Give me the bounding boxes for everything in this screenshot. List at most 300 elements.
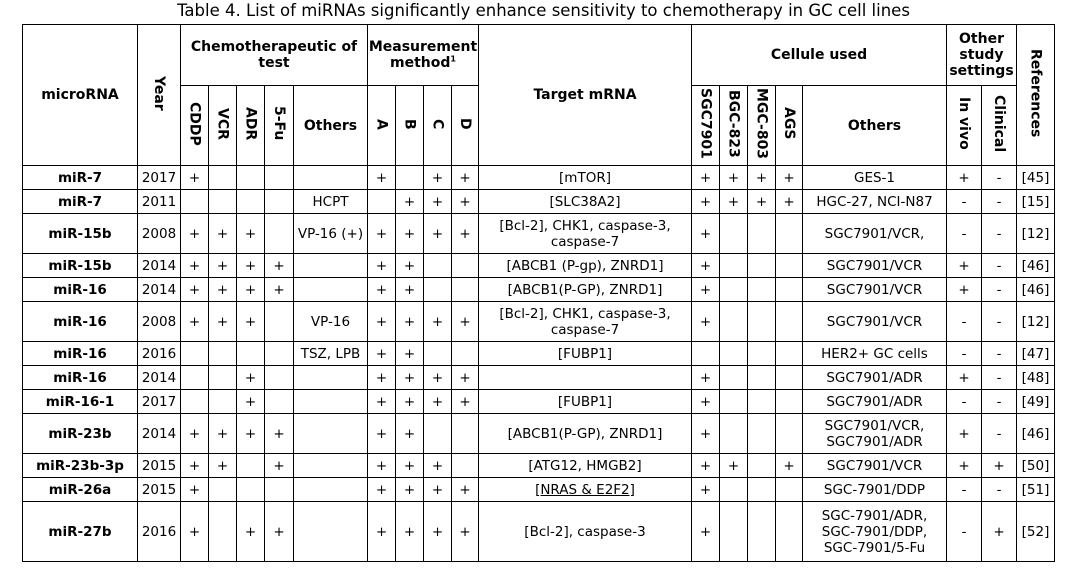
sgc7901-cell: +: [692, 454, 720, 478]
mirna-cell: miR-16: [23, 302, 138, 342]
target-mrna-cell: [479, 366, 692, 390]
ags-cell: +: [776, 454, 803, 478]
reference-cell: [45]: [1017, 166, 1055, 190]
method-c-cell: +: [424, 478, 452, 502]
chemo-others-cell: [294, 278, 368, 302]
clinical-cell: -: [982, 254, 1017, 278]
col-header-cell-others: Others: [803, 86, 947, 166]
method-b-cell: [396, 166, 424, 190]
ags-cell: [776, 214, 803, 254]
clinical-cell: -: [982, 278, 1017, 302]
vcr-cell: +: [209, 454, 237, 478]
col-header-chemo-others: Others: [294, 86, 368, 166]
col-group-other-settings: Other study settings: [947, 25, 1017, 86]
in-vivo-cell: +: [947, 366, 982, 390]
method-a-cell: +: [368, 366, 396, 390]
method-a-cell: +: [368, 478, 396, 502]
reference-cell: [15]: [1017, 190, 1055, 214]
reference-cell: [46]: [1017, 254, 1055, 278]
cell-others-cell: HGC-27, NCI-N87: [803, 190, 947, 214]
method-b-cell: +: [396, 366, 424, 390]
bgc823-cell: [720, 390, 748, 414]
5fu-cell: +: [265, 454, 294, 478]
col-header-5fu: 5-Fu: [265, 86, 294, 166]
5fu-cell: [265, 190, 294, 214]
clinical-cell: -: [982, 214, 1017, 254]
col-header-mgc803: MGC-803: [748, 86, 776, 166]
ags-cell: [776, 502, 803, 562]
chemo-others-cell: [294, 502, 368, 562]
chemo-others-cell: TSZ, LPB: [294, 342, 368, 366]
cddp-cell: +: [181, 454, 209, 478]
bgc823-cell: [720, 278, 748, 302]
method-d-cell: +: [452, 366, 479, 390]
vcr-cell: [209, 166, 237, 190]
bgc823-cell: +: [720, 166, 748, 190]
cddp-cell: +: [181, 254, 209, 278]
year-cell: 2016: [138, 342, 181, 366]
method-b-cell: +: [396, 278, 424, 302]
in-vivo-cell: +: [947, 254, 982, 278]
method-a-cell: +: [368, 342, 396, 366]
method-d-cell: +: [452, 302, 479, 342]
in-vivo-cell: -: [947, 214, 982, 254]
col-header-b: B: [396, 86, 424, 166]
chemo-others-cell: HCPT: [294, 190, 368, 214]
measurement-footnote: 1: [450, 54, 456, 64]
target-mrna-cell: [mTOR]: [479, 166, 692, 190]
mirna-cell: miR-7: [23, 166, 138, 190]
sgc7901-cell: +: [692, 214, 720, 254]
reference-cell: [52]: [1017, 502, 1055, 562]
target-mrna-cell: [SLC38A2]: [479, 190, 692, 214]
year-cell: 2014: [138, 366, 181, 390]
target-mrna-cell: [FUBP1]: [479, 390, 692, 414]
chemo-others-cell: [294, 414, 368, 454]
bgc823-cell: +: [720, 454, 748, 478]
in-vivo-cell: +: [947, 166, 982, 190]
in-vivo-cell: -: [947, 190, 982, 214]
mirna-cell: miR-16: [23, 342, 138, 366]
sgc7901-cell: +: [692, 166, 720, 190]
vcr-cell: +: [209, 278, 237, 302]
method-a-cell: +: [368, 302, 396, 342]
method-d-cell: +: [452, 502, 479, 562]
in-vivo-cell: +: [947, 454, 982, 478]
col-header-microrna: microRNA: [23, 25, 138, 166]
target-mrna-cell: [ABCB1(P-GP), ZNRD1]: [479, 278, 692, 302]
year-cell: 2017: [138, 166, 181, 190]
table-row: [23, 214, 1055, 254]
method-d-cell: [452, 342, 479, 366]
adr-cell: +: [237, 366, 265, 390]
vcr-cell: [209, 342, 237, 366]
col-header-year-label: Year: [151, 75, 167, 111]
col-group-chemotherapeutic: Chemotherapeutic of test: [181, 25, 368, 86]
mirna-cell: miR-16: [23, 366, 138, 390]
ags-cell: [776, 342, 803, 366]
method-a-cell: +: [368, 214, 396, 254]
method-a-cell: +: [368, 254, 396, 278]
bgc823-cell: [720, 414, 748, 454]
cddp-cell: [181, 342, 209, 366]
chemo-others-cell: [294, 254, 368, 278]
bgc823-cell: [720, 214, 748, 254]
cell-others-cell: SGC7901/VCR,: [803, 214, 947, 254]
method-c-cell: [424, 278, 452, 302]
in-vivo-cell: -: [947, 502, 982, 562]
sgc7901-cell: +: [692, 366, 720, 390]
chemo-others-cell: VP-16 (+): [294, 214, 368, 254]
method-d-cell: +: [452, 478, 479, 502]
method-c-cell: +: [424, 214, 452, 254]
mgc803-cell: [748, 390, 776, 414]
mgc803-cell: [748, 366, 776, 390]
method-a-cell: +: [368, 414, 396, 454]
sgc7901-cell: +: [692, 478, 720, 502]
col-header-vcr: VCR: [209, 86, 237, 166]
cddp-cell: [181, 190, 209, 214]
mgc803-cell: [748, 302, 776, 342]
method-d-cell: +: [452, 214, 479, 254]
clinical-cell: -: [982, 478, 1017, 502]
target-mrna-cell: [ABCB1(P-GP), ZNRD1]: [479, 414, 692, 454]
adr-cell: +: [237, 302, 265, 342]
clinical-cell: -: [982, 366, 1017, 390]
cddp-cell: +: [181, 478, 209, 502]
vcr-cell: +: [209, 302, 237, 342]
col-header-in-vivo: In vivo: [947, 86, 982, 166]
year-cell: 2008: [138, 214, 181, 254]
mirna-cell: miR-16-1: [23, 390, 138, 414]
target-mrna-cell: [ATG12, HMGB2]: [479, 454, 692, 478]
chemo-others-cell: [294, 166, 368, 190]
mirna-cell: miR-23b: [23, 414, 138, 454]
method-c-cell: +: [424, 502, 452, 562]
5fu-cell: [265, 166, 294, 190]
table-row: [23, 278, 1055, 302]
col-header-bgc823: BGC-823: [720, 86, 748, 166]
method-a-cell: +: [368, 166, 396, 190]
ags-cell: [776, 366, 803, 390]
ags-cell: +: [776, 166, 803, 190]
cddp-cell: [181, 390, 209, 414]
col-group-measurement: [368, 25, 479, 86]
sgc7901-cell: [692, 342, 720, 366]
cddp-cell: +: [181, 414, 209, 454]
sgc7901-cell: +: [692, 302, 720, 342]
reference-cell: [12]: [1017, 214, 1055, 254]
ags-cell: [776, 302, 803, 342]
5fu-cell: +: [265, 414, 294, 454]
year-cell: 2016: [138, 502, 181, 562]
method-b-cell: +: [396, 502, 424, 562]
col-header-d: D: [452, 86, 479, 166]
year-cell: 2008: [138, 302, 181, 342]
sgc7901-cell: +: [692, 254, 720, 278]
mirna-cell: miR-27b: [23, 502, 138, 562]
in-vivo-cell: -: [947, 478, 982, 502]
adr-cell: [237, 190, 265, 214]
5fu-cell: +: [265, 278, 294, 302]
adr-cell: +: [237, 502, 265, 562]
clinical-cell: -: [982, 414, 1017, 454]
vcr-cell: [209, 390, 237, 414]
method-a-cell: +: [368, 454, 396, 478]
col-header-target: Target mRNA: [479, 25, 692, 166]
method-b-cell: +: [396, 342, 424, 366]
year-cell: 2017: [138, 390, 181, 414]
table-row: [23, 390, 1055, 414]
col-header-references: [1017, 25, 1055, 166]
adr-cell: +: [237, 390, 265, 414]
vcr-cell: [209, 366, 237, 390]
reference-cell: [51]: [1017, 478, 1055, 502]
cddp-cell: +: [181, 502, 209, 562]
bgc823-cell: [720, 478, 748, 502]
5fu-cell: +: [265, 254, 294, 278]
col-header-clinical: Clinical: [982, 86, 1017, 166]
clinical-cell: -: [982, 390, 1017, 414]
cell-others-cell: SGC7901/VCR: [803, 254, 947, 278]
mgc803-cell: [748, 414, 776, 454]
in-vivo-cell: -: [947, 342, 982, 366]
mgc803-cell: [748, 478, 776, 502]
table-body: [23, 166, 1055, 562]
year-cell: 2015: [138, 478, 181, 502]
cell-others-cell: SGC7901/ADR: [803, 390, 947, 414]
method-d-cell: [452, 254, 479, 278]
table-caption: Table 4. List of miRNAs significantly enhance sensitivity to chemotherapy in GC cell lines: [177, 1, 910, 20]
5fu-cell: [265, 214, 294, 254]
5fu-cell: [265, 366, 294, 390]
in-vivo-cell: -: [947, 390, 982, 414]
cell-others-cell: GES-1: [803, 166, 947, 190]
target-mrna-cell: [NRAS & E2F2]: [479, 478, 692, 502]
target-mrna-cell: [ABCB1 (P-gp), ZNRD1]: [479, 254, 692, 278]
table-row: [23, 454, 1055, 478]
year-cell: 2014: [138, 278, 181, 302]
bgc823-cell: +: [720, 190, 748, 214]
col-header-cddp: CDDP: [181, 86, 209, 166]
mirna-cell: miR-15b: [23, 214, 138, 254]
5fu-cell: +: [265, 502, 294, 562]
in-vivo-cell: +: [947, 278, 982, 302]
year-cell: 2014: [138, 414, 181, 454]
method-a-cell: +: [368, 278, 396, 302]
method-c-cell: +: [424, 454, 452, 478]
chemo-others-cell: VP-16: [294, 302, 368, 342]
cddp-cell: +: [181, 278, 209, 302]
bgc823-cell: [720, 366, 748, 390]
method-c-cell: +: [424, 390, 452, 414]
bgc823-cell: [720, 502, 748, 562]
target-mrna-cell: [Bcl-2], CHK1, caspase-3, caspase-7: [479, 214, 692, 254]
clinical-cell: +: [982, 454, 1017, 478]
5fu-cell: [265, 342, 294, 366]
sgc7901-cell: +: [692, 278, 720, 302]
method-c-cell: +: [424, 190, 452, 214]
year-cell: 2014: [138, 254, 181, 278]
chemo-others-cell: [294, 478, 368, 502]
adr-cell: +: [237, 254, 265, 278]
method-a-cell: [368, 190, 396, 214]
ags-cell: [776, 478, 803, 502]
method-c-cell: [424, 254, 452, 278]
table-row: [23, 342, 1055, 366]
vcr-cell: [209, 478, 237, 502]
cell-others-cell: SGC7901/ADR: [803, 366, 947, 390]
method-b-cell: +: [396, 302, 424, 342]
mirna-table: [22, 24, 1055, 562]
method-b-cell: +: [396, 414, 424, 454]
col-header-c: C: [424, 86, 452, 166]
ags-cell: [776, 254, 803, 278]
sgc7901-cell: +: [692, 414, 720, 454]
reference-cell: [12]: [1017, 302, 1055, 342]
cell-others-cell: SGC7901/VCR, SGC7901/ADR: [803, 414, 947, 454]
measurement-label: Measurement method: [368, 39, 478, 71]
method-d-cell: +: [452, 390, 479, 414]
chemo-others-cell: [294, 390, 368, 414]
mirna-cell: miR-15b: [23, 254, 138, 278]
target-mrna-cell: [Bcl-2], CHK1, caspase-3, caspase-7: [479, 302, 692, 342]
reference-cell: [50]: [1017, 454, 1055, 478]
cell-others-cell: SGC-7901/DDP: [803, 478, 947, 502]
adr-cell: +: [237, 214, 265, 254]
mirna-cell: miR-26a: [23, 478, 138, 502]
method-b-cell: +: [396, 454, 424, 478]
cddp-cell: +: [181, 214, 209, 254]
cell-others-cell: HER2+ GC cells: [803, 342, 947, 366]
sgc7901-cell: +: [692, 390, 720, 414]
method-c-cell: [424, 414, 452, 454]
method-b-cell: +: [396, 478, 424, 502]
col-header-sgc7901: SGC7901: [692, 86, 720, 166]
adr-cell: [237, 342, 265, 366]
col-header-adr: ADR: [237, 86, 265, 166]
method-d-cell: [452, 278, 479, 302]
mirna-cell: miR-16: [23, 278, 138, 302]
adr-cell: [237, 454, 265, 478]
cell-others-cell: SGC-7901/ADR, SGC-7901/DDP, SGC-7901/5-Fu: [803, 502, 947, 562]
method-d-cell: [452, 414, 479, 454]
method-a-cell: +: [368, 502, 396, 562]
method-d-cell: [452, 454, 479, 478]
table-row: [23, 366, 1055, 390]
clinical-cell: +: [982, 502, 1017, 562]
vcr-cell: [209, 502, 237, 562]
5fu-cell: [265, 390, 294, 414]
mgc803-cell: [748, 342, 776, 366]
mgc803-cell: [748, 278, 776, 302]
reference-cell: [49]: [1017, 390, 1055, 414]
cddp-cell: +: [181, 166, 209, 190]
adr-cell: +: [237, 414, 265, 454]
target-mrna-cell: [Bcl-2], caspase-3: [479, 502, 692, 562]
in-vivo-cell: -: [947, 302, 982, 342]
chemo-others-cell: [294, 366, 368, 390]
cell-others-cell: SGC7901/VCR: [803, 302, 947, 342]
mgc803-cell: [748, 214, 776, 254]
sgc7901-cell: +: [692, 502, 720, 562]
cddp-cell: [181, 366, 209, 390]
bgc823-cell: [720, 302, 748, 342]
bgc823-cell: [720, 254, 748, 278]
method-b-cell: +: [396, 390, 424, 414]
method-b-cell: +: [396, 254, 424, 278]
table-row: [23, 190, 1055, 214]
col-header-references-label: References: [1027, 48, 1044, 138]
adr-cell: +: [237, 278, 265, 302]
col-header-year: [138, 25, 181, 166]
clinical-cell: -: [982, 302, 1017, 342]
mgc803-cell: +: [748, 190, 776, 214]
method-c-cell: +: [424, 366, 452, 390]
table-row: [23, 166, 1055, 190]
sgc7901-cell: +: [692, 190, 720, 214]
cell-others-cell: SGC7901/VCR: [803, 454, 947, 478]
cddp-cell: +: [181, 302, 209, 342]
mirna-cell: miR-23b-3p: [23, 454, 138, 478]
mirna-cell: miR-7: [23, 190, 138, 214]
mgc803-cell: +: [748, 166, 776, 190]
mgc803-cell: [748, 502, 776, 562]
5fu-cell: [265, 302, 294, 342]
mgc803-cell: [748, 454, 776, 478]
year-cell: 2011: [138, 190, 181, 214]
clinical-cell: -: [982, 190, 1017, 214]
clinical-cell: -: [982, 166, 1017, 190]
col-group-cellule: Cellule used: [692, 25, 947, 86]
table-row: [23, 302, 1055, 342]
method-c-cell: [424, 342, 452, 366]
table-row: [23, 502, 1055, 562]
method-d-cell: +: [452, 166, 479, 190]
cell-others-cell: SGC7901/VCR: [803, 278, 947, 302]
col-header-a: A: [368, 86, 396, 166]
adr-cell: [237, 478, 265, 502]
table-row: [23, 254, 1055, 278]
5fu-cell: [265, 478, 294, 502]
ags-cell: [776, 278, 803, 302]
chemo-others-cell: [294, 454, 368, 478]
ags-cell: +: [776, 190, 803, 214]
method-c-cell: +: [424, 166, 452, 190]
method-a-cell: +: [368, 390, 396, 414]
table-row: [23, 414, 1055, 454]
table-row: [23, 478, 1055, 502]
adr-cell: [237, 166, 265, 190]
reference-cell: [46]: [1017, 414, 1055, 454]
vcr-cell: +: [209, 254, 237, 278]
mgc803-cell: [748, 254, 776, 278]
vcr-cell: [209, 190, 237, 214]
method-b-cell: +: [396, 214, 424, 254]
col-header-ags: AGS: [776, 86, 803, 166]
vcr-cell: +: [209, 214, 237, 254]
clinical-cell: -: [982, 342, 1017, 366]
bgc823-cell: [720, 342, 748, 366]
target-mrna-cell: [FUBP1]: [479, 342, 692, 366]
method-d-cell: +: [452, 190, 479, 214]
ags-cell: [776, 390, 803, 414]
ags-cell: [776, 414, 803, 454]
reference-cell: [47]: [1017, 342, 1055, 366]
method-b-cell: +: [396, 190, 424, 214]
method-c-cell: +: [424, 302, 452, 342]
in-vivo-cell: +: [947, 414, 982, 454]
